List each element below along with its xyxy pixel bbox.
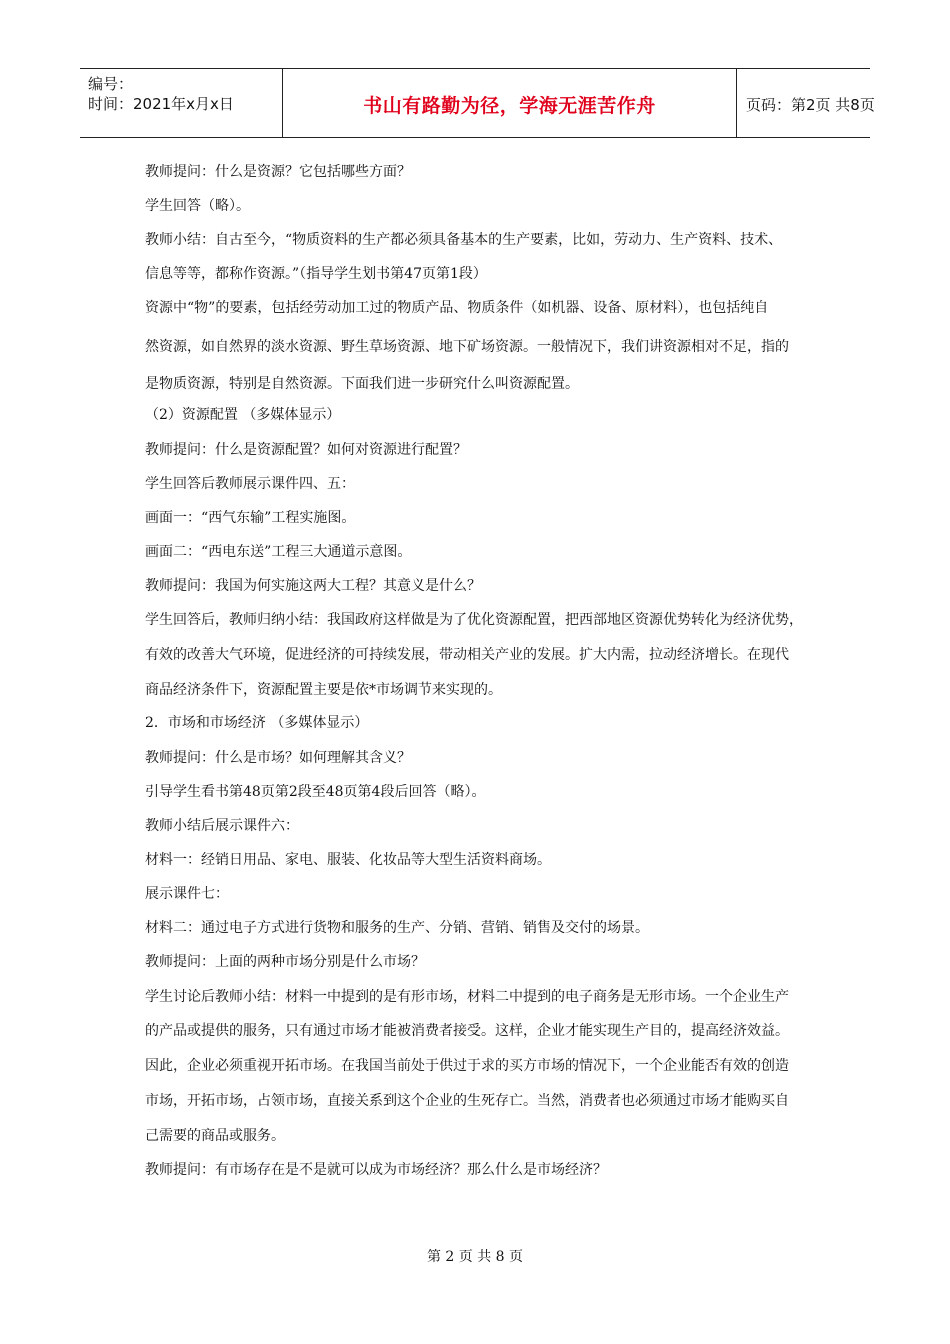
- body-line: 教师提问：我国为何实施这两大工程？其意义是什么？: [145, 578, 481, 594]
- header-motto-cell: [282, 69, 737, 137]
- body-line: 是物质资源，特别是自然资源。下面我们进一步研究什么叫资源配置。: [145, 376, 579, 392]
- body-line: 画面一：“西气东输”工程实施图。: [145, 510, 356, 526]
- body-line: 教师提问：有市场存在是不是就可以成为市场经济？那么什么是市场经济？: [145, 1162, 607, 1178]
- header-page-cell: [736, 69, 875, 137]
- body-line: 2．市场和市场经济 （多媒体显示）: [145, 715, 369, 731]
- body-line: 教师提问：什么是资源？它包括哪些方面？: [145, 164, 411, 180]
- body-line: 画面二：“西电东送”工程三大通道示意图。: [145, 544, 412, 560]
- header-motto: 书山有路勤为径，学海无涯苦作舟: [363, 95, 656, 117]
- body-line: 教师提问：上面的两种市场分别是什么市场？: [145, 954, 425, 970]
- body-line: 学生回答后，教师归纳小结：我国政府这样做是为了优化资源配置，把西部地区资源优势转化为经济优势，: [145, 612, 803, 628]
- body-line: 资源中“物”的要素，包括经劳动加工过的物质产品、物质条件（如机器、设备、原材料），也包括纯自: [145, 300, 769, 316]
- body-line: 引导学生看书第48页第2段至48页第4段后回答（略）。: [145, 784, 486, 800]
- body-line: 教师提问：什么是市场？如何理解其含义？: [145, 750, 411, 766]
- body-line: 然资源，如自然界的淡水资源、野生草场资源、地下矿场资源。一般情况下，我们讲资源相对不足，指的: [145, 339, 789, 355]
- body-line: 材料一：经销日用品、家电、服装、化妆品等大型生活资料商场。: [145, 852, 551, 868]
- page-header: [80, 68, 875, 138]
- body-line: 的产品或提供的服务，只有通过市场才能被消费者接受。这样，企业才能实现生产目的，提高经济效益。: [145, 1023, 789, 1039]
- page-footer: [0, 1246, 950, 1266]
- body-line: 教师提问：什么是资源配置？如何对资源进行配置？: [145, 442, 467, 458]
- document-code-label: 编号：: [88, 75, 134, 93]
- header-info-cell: [80, 69, 282, 137]
- body-line: 学生回答（略）。: [145, 198, 250, 214]
- body-line: 市场，开拓市场，占领市场，直接关系到这个企业的生死存亡。当然，消费者也必须通过市场才能购买自: [145, 1093, 789, 1109]
- body-line: 信息等等，都称作资源。”（指导学生划书第47页第1段）: [145, 266, 487, 282]
- footer-page-number: 第 2 页 共 8 页: [426, 1249, 524, 1265]
- body-line: 教师小结后展示课件六：: [145, 818, 299, 834]
- body-line: 学生回答后教师展示课件四、五：: [145, 476, 355, 492]
- header-page-number: 页码：第2页 共8页: [746, 96, 875, 114]
- body-line: 教师小结：自古至今，“物质资料的生产都必须具备基本的生产要素，比如，劳动力、生产资料、技术、: [145, 232, 783, 248]
- body-line: （2）资源配置 （多媒体显示）: [145, 407, 341, 423]
- body-line: 因此，企业必须重视开拓市场。在我国当前处于供过于求的买方市场的情况下，一个企业能否有效的创造: [145, 1058, 789, 1074]
- body-line: 商品经济条件下，资源配置主要是依*市场调节来实现的。: [145, 682, 502, 698]
- document-date: 时间：2021年x月x日: [88, 95, 234, 113]
- body-line: 材料二：通过电子方式进行货物和服务的生产、分销、营销、销售及交付的场景。: [145, 920, 649, 936]
- body-line: 己需要的商品或服务。: [145, 1128, 285, 1144]
- body-line: 展示课件七：: [145, 886, 229, 902]
- body-line: 学生讨论后教师小结：材料一中提到的是有形市场，材料二中提到的电子商务是无形市场。一个企业生产: [145, 989, 789, 1005]
- body-line: 有效的改善大气环境，促进经济的可持续发展，带动相关产业的发展。扩大内需，拉动经济增长。在现代: [145, 647, 789, 663]
